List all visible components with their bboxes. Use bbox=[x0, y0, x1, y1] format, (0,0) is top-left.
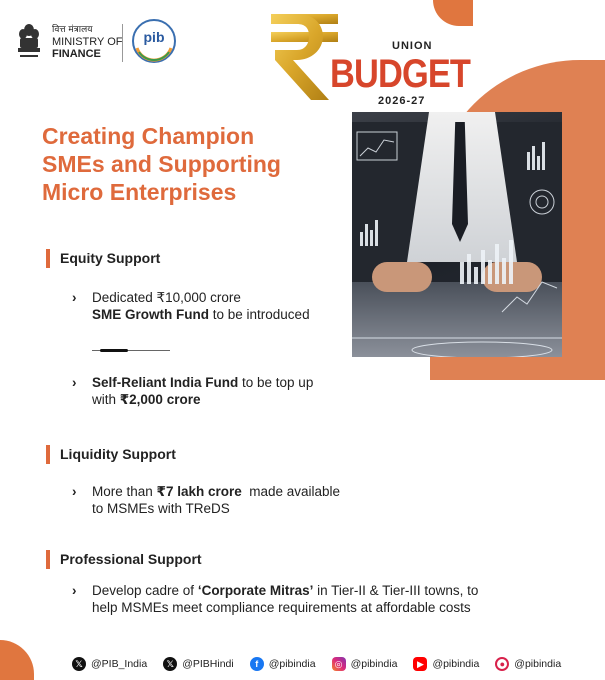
union-label: UNION bbox=[392, 40, 433, 52]
ministry-line1: MINISTRY OF bbox=[52, 36, 123, 48]
social-handle: @pibindia bbox=[350, 658, 398, 670]
chevron-right-icon: › bbox=[72, 484, 77, 499]
business-photo bbox=[352, 112, 562, 357]
bullet-text: help MSMEs meet compliance requirements at affordable costs bbox=[92, 600, 471, 615]
social-handle: @PIB_India bbox=[91, 658, 148, 670]
chevron-right-icon: › bbox=[72, 583, 77, 598]
x-icon: 𝕏 bbox=[72, 657, 86, 671]
chart-hologram-icon bbox=[352, 112, 562, 357]
social-x-india[interactable] bbox=[72, 657, 147, 671]
social-koo[interactable] bbox=[495, 657, 561, 671]
bullet-text: in Tier-II & Tier-III towns, to bbox=[313, 583, 479, 598]
social-handle: @PIBHindi bbox=[182, 658, 234, 670]
ministry-line2: FINANCE bbox=[52, 48, 101, 60]
chevron-right-icon: › bbox=[72, 290, 77, 305]
title-line3: Micro Enterprises bbox=[42, 179, 237, 205]
corner-decoration-bottom bbox=[0, 640, 34, 680]
chevron-right-icon: › bbox=[72, 375, 77, 390]
x-icon: 𝕏 bbox=[163, 657, 177, 671]
corner-decoration-top bbox=[433, 0, 473, 26]
budget-year: 2026-27 bbox=[378, 95, 426, 107]
bullet-text: with bbox=[92, 392, 120, 407]
youtube-icon: ▶ bbox=[413, 657, 427, 671]
social-footer bbox=[72, 655, 577, 673]
koo-icon: ● bbox=[495, 657, 509, 671]
section-title-liquidity: Liquidity Support bbox=[46, 446, 176, 462]
bullet-text: to be introduced bbox=[209, 307, 310, 322]
social-handle: @pibindia bbox=[268, 658, 316, 670]
social-instagram[interactable] bbox=[332, 657, 398, 671]
bullet-bold: Self-Reliant India Fund bbox=[92, 375, 239, 390]
bullet-text: to MSMEs with TReDS bbox=[92, 501, 230, 516]
ministry-of-finance-label bbox=[52, 24, 123, 60]
bullet-text: to be top up bbox=[238, 375, 314, 390]
social-handle: @pibindia bbox=[432, 658, 480, 670]
section-title-equity: Equity Support bbox=[46, 250, 160, 266]
bullet-bold: ‘Corporate Mitras’ bbox=[197, 583, 314, 598]
title-line2: SMEs and Supporting bbox=[42, 151, 281, 177]
separator-accent bbox=[100, 349, 128, 352]
bullet-bold: ₹7 lakh crore bbox=[156, 484, 242, 499]
bullet-text: More than bbox=[92, 484, 157, 499]
title-line1: Creating Champion bbox=[42, 123, 255, 149]
social-youtube[interactable] bbox=[413, 657, 479, 671]
bullet-text: Develop cadre of bbox=[92, 583, 198, 598]
budget-wordmark: BUDGET bbox=[330, 52, 471, 96]
logo-divider bbox=[122, 24, 123, 62]
page-title bbox=[42, 122, 342, 206]
facebook-icon: f bbox=[250, 657, 264, 671]
social-x-hindi[interactable] bbox=[163, 657, 234, 671]
social-facebook[interactable] bbox=[250, 657, 316, 671]
bullet-text: Dedicated ₹10,000 crore bbox=[92, 290, 241, 305]
svg-text:pib: pib bbox=[143, 29, 165, 45]
bullet-text: made available bbox=[241, 484, 341, 499]
national-emblem-icon bbox=[16, 22, 42, 62]
bullet-bold: SME Growth Fund bbox=[92, 307, 209, 322]
social-handle: @pibindia bbox=[514, 658, 562, 670]
section-title-professional: Professional Support bbox=[46, 551, 202, 567]
pib-logo-icon bbox=[131, 18, 177, 64]
bullet-bold: ₹2,000 crore bbox=[119, 392, 201, 407]
instagram-icon: ◎ bbox=[332, 657, 346, 671]
ministry-hindi: वित्त मंत्रालय bbox=[52, 25, 93, 35]
